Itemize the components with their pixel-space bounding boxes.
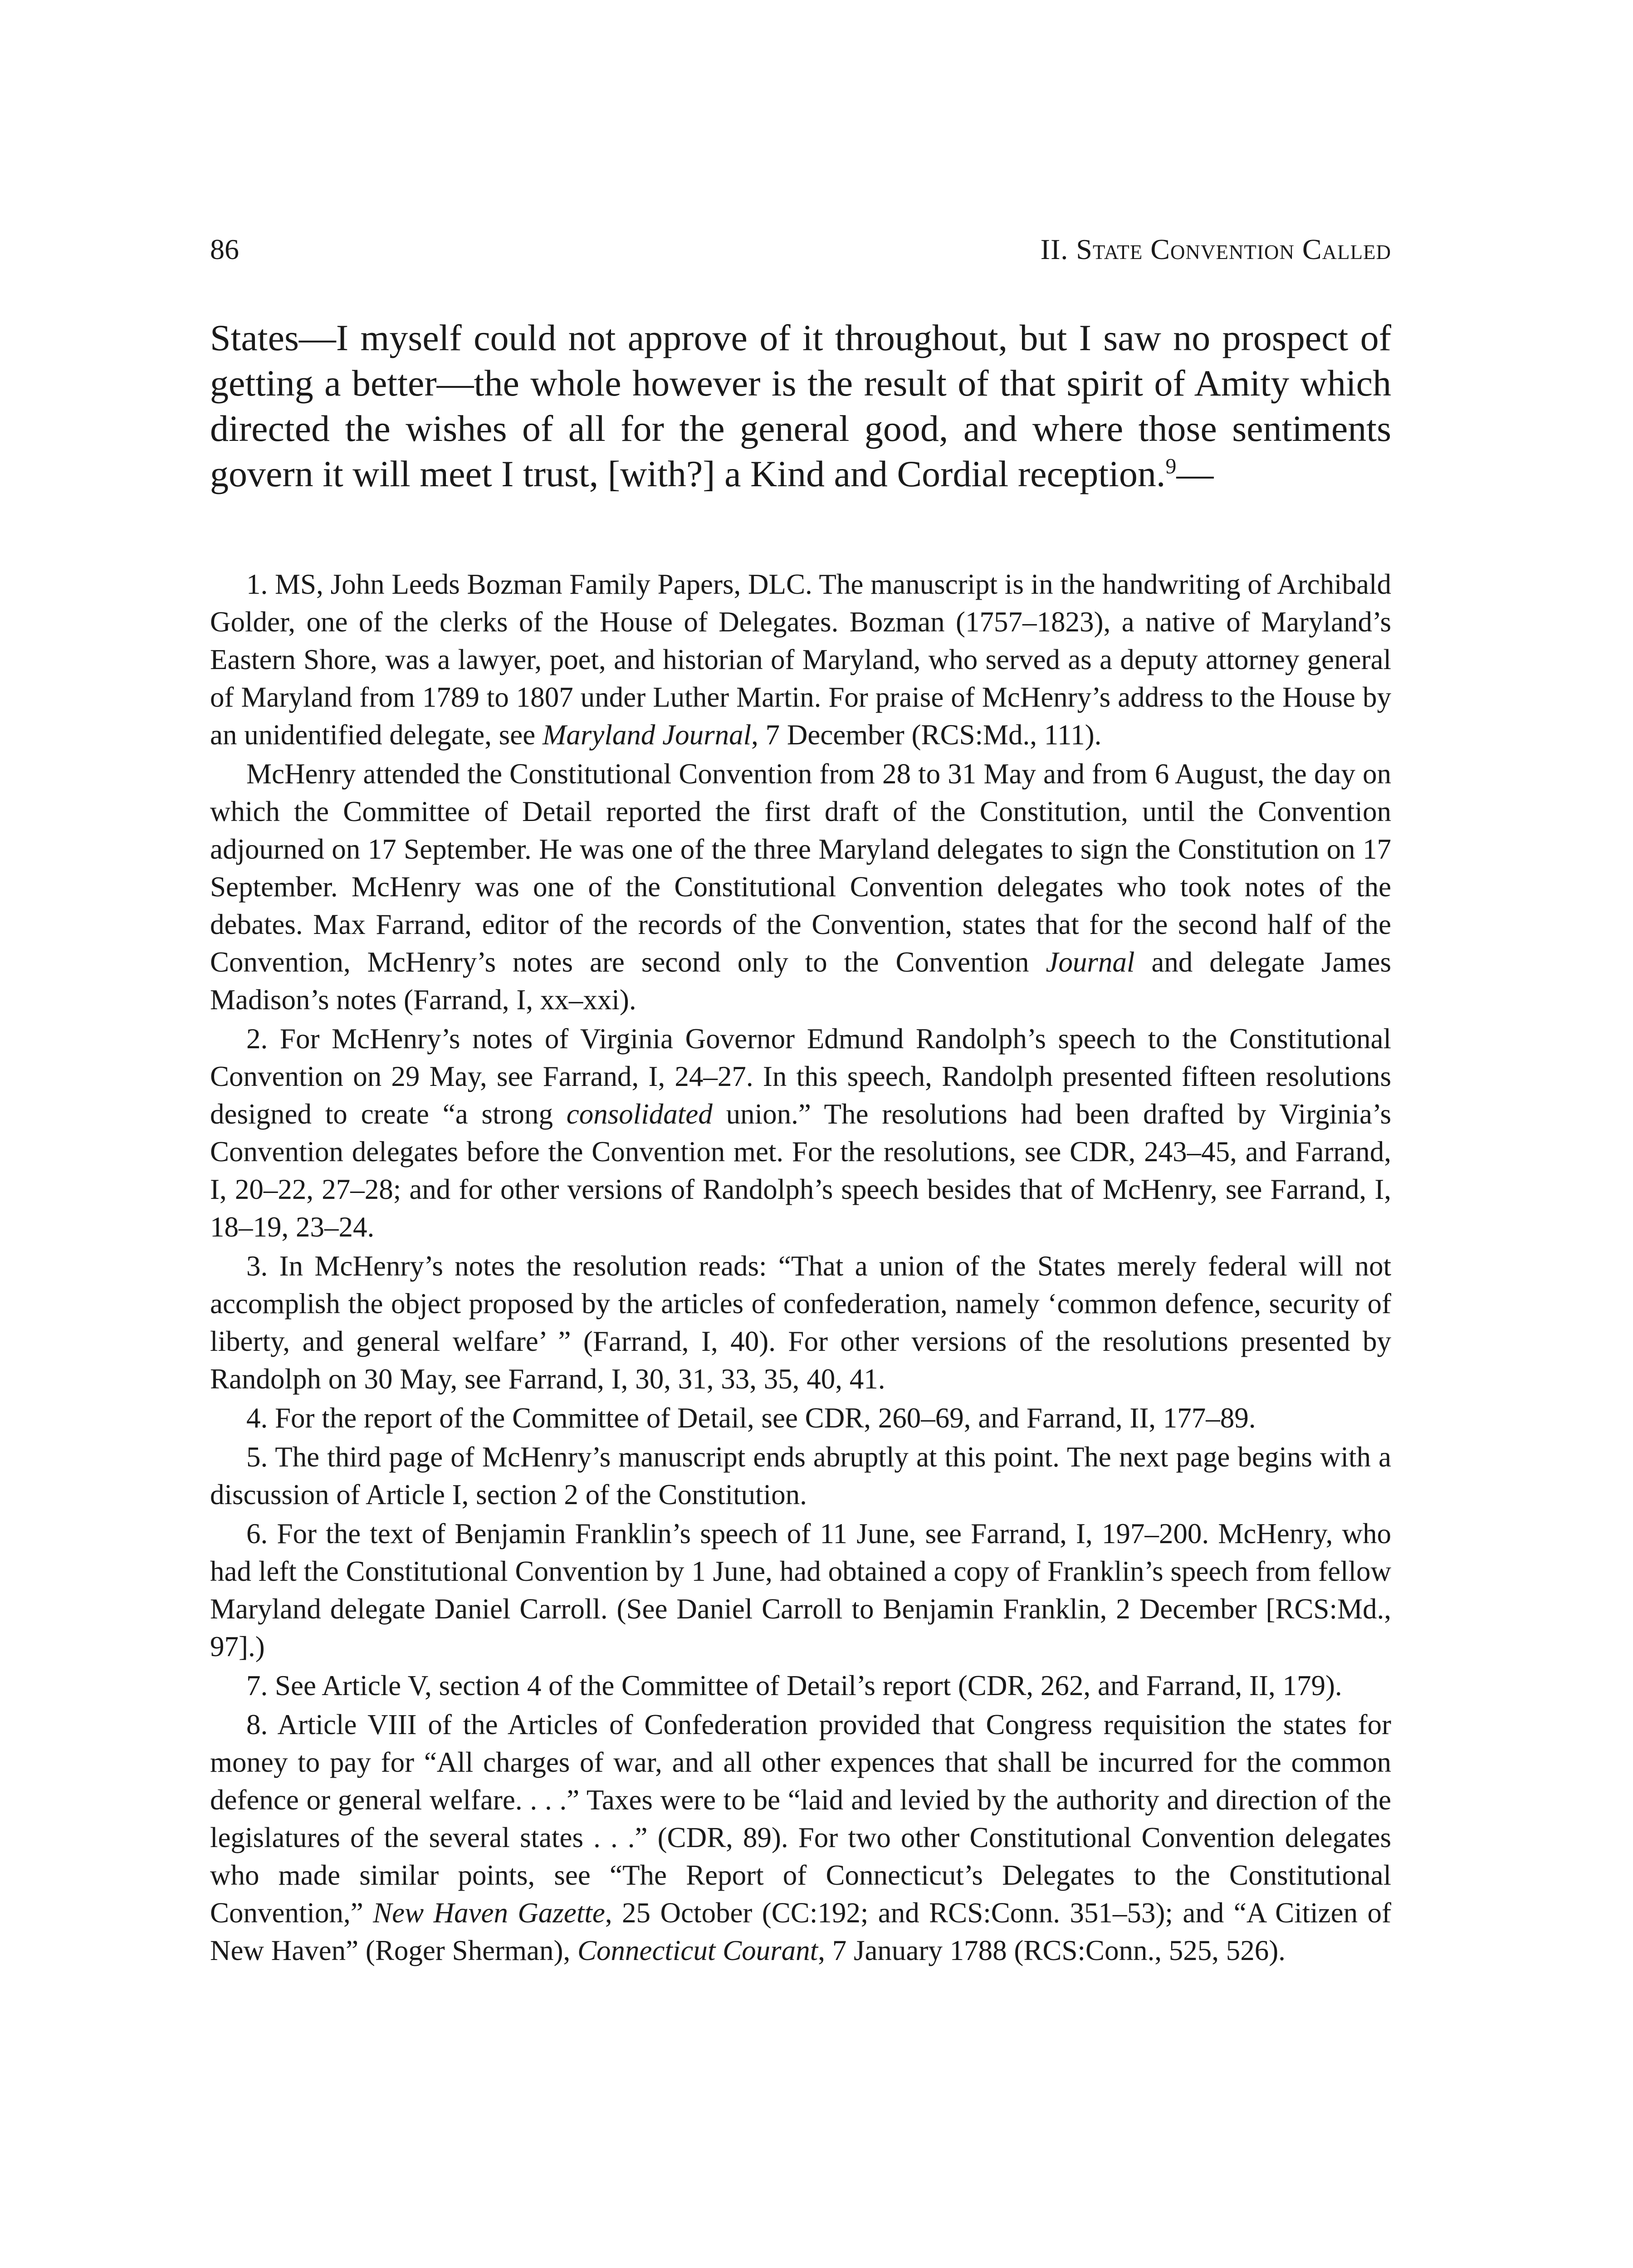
note-3: 3. In McHenry’s notes the resolution reads: “That a union of the States merely federal will not accomplish the object proposed by the articles of confederation, namely ‘common defence, security of liberty, and general welfare’ ” (Farrand, I, 40). For other versions of the resolutions presented by Randolph on 30 May, see Farrand, I, 30, 31, 33, 35, 40, 41. <box>210 1250 1391 1395</box>
note-8-italic-1: New Haven Gazette <box>373 1897 605 1929</box>
note-1b-text: McHenry attended the Constitutional Convention from 28 to 31 May and from 6 August, the day on which the Committee of Detail reported the first draft of the Constitution, until the Convention adjourned on 17 September. He was one of the three Maryland delegates to sign the Constitution on 17 September. McHenry was one of the Constitutional Convention delegates who took notes of the debates. Max Farrand, editor of the records of the Convention, states that for the second half of the Convention, McHenry’s notes are second only to the Convention <box>210 758 1391 978</box>
note-1b-text-end: and delegate James Madison’s notes (Farrand, I, xx–xxi). <box>210 946 1391 1016</box>
body-paragraph <box>210 315 1391 497</box>
note-2-italic: consolidated <box>566 1098 713 1130</box>
note-1-text-end: , 7 December (RCS:Md., 111). <box>751 719 1102 751</box>
section-title: II. State Convention Called <box>1040 233 1391 265</box>
note-2 <box>210 1020 1391 1246</box>
note-8-text: 8. Article VIII of the Articles of Confederation provided that Congress requisition the states for money to pay for “All charges of war, and all other expences that shall be incurred for the common defence or general welfare. . . .” Taxes were to be “laid and levied by the authority and direction of the legislatures of the several states . . .” (CDR, 89). For two other Constitutional Convention delegates who made similar points, see “The Report of Connecticut’s Delegates to the Constitutional Convention,” <box>210 1709 1391 1929</box>
note-8-text-end: , 7 January 1788 (RCS:Conn., 525, 526). <box>818 1935 1286 1966</box>
page-number: 86 <box>210 233 239 265</box>
note-8-italic-2: Connecticut Courant <box>577 1935 818 1966</box>
note-8-text-mid: , 25 October (CC:192; and RCS:Conn. 351–53); and “A Citizen of New Haven” (Roger Sherman), <box>210 1897 1392 1966</box>
note-5: 5. The third page of McHenry’s manuscript ends abruptly at this point. The next page begins with a discussion of Article I, section 2 of the Constitution. <box>210 1441 1391 1510</box>
note-8 <box>210 1706 1391 1970</box>
note-1-italic: Maryland Journal <box>542 719 752 751</box>
note-2-text: 2. For McHenry’s notes of Virginia Governor Edmund Randolph’s speech to the Constitutional Convention on 29 May, see Farrand, I, 24–27. In this speech, Randolph presented fifteen resolutions designed to create “a strong <box>210 1023 1391 1130</box>
footnote-reference: 9 <box>1165 454 1177 479</box>
note-6: 6. For the text of Benjamin Franklin’s speech of 11 June, see Farrand, I, 197–200. McHenry, who had left the Constitutional Convention by 1 June, had obtained a copy of Franklin’s speech from fellow Maryland delegate Daniel Carroll. (See Daniel Carroll to Benjamin Franklin, 2 December [RCS:Md., 97].) <box>210 1518 1391 1662</box>
note-1-continued <box>210 755 1391 1019</box>
trailing-dash: — <box>1176 453 1214 494</box>
body-text: States—I myself could not approve of it throughout, but I saw no prospect of getting a better—the whole however is the result of that spirit of Amity which directed the wishes of all for the general good, and where those sentiments govern it will meet I trust, [with?] a Kind and Cordial reception. <box>210 317 1391 494</box>
note-1b-italic: Journal <box>1046 946 1135 978</box>
running-head <box>210 229 1391 270</box>
note-7: 7. See Article V, section 4 of the Committee of Detail’s report (CDR, 262, and Farrand, II, 179). <box>246 1670 1342 1701</box>
endnotes <box>210 566 1391 1970</box>
note-4: 4. For the report of the Committee of Detail, see CDR, 260–69, and Farrand, II, 177–89. <box>246 1402 1256 1434</box>
note-1-text: 1. MS, John Leeds Bozman Family Papers, DLC. The manuscript is in the handwriting of Archibald Golder, one of the clerks of the House of Delegates. Bozman (1757–1823), a native of Maryland’s Eastern Shore, was a lawyer, poet, and historian of Maryland, who served as a deputy attorney general of Maryland from 1789 to 1807 under Luther Martin. For praise of McHenry’s address to the House by an unidentified delegate, see <box>210 568 1391 751</box>
note-2-text-end: union.” The resolutions had been drafted by Virginia’s Convention delegates before the Convention met. For the resolutions, see CDR, 243–45, and Farrand, I, 20–22, 27–28; and for other versions of Randolph’s speech besides that of McHenry, see Farrand, I, 18–19, 23–24. <box>210 1098 1391 1243</box>
note-1 <box>210 566 1391 754</box>
